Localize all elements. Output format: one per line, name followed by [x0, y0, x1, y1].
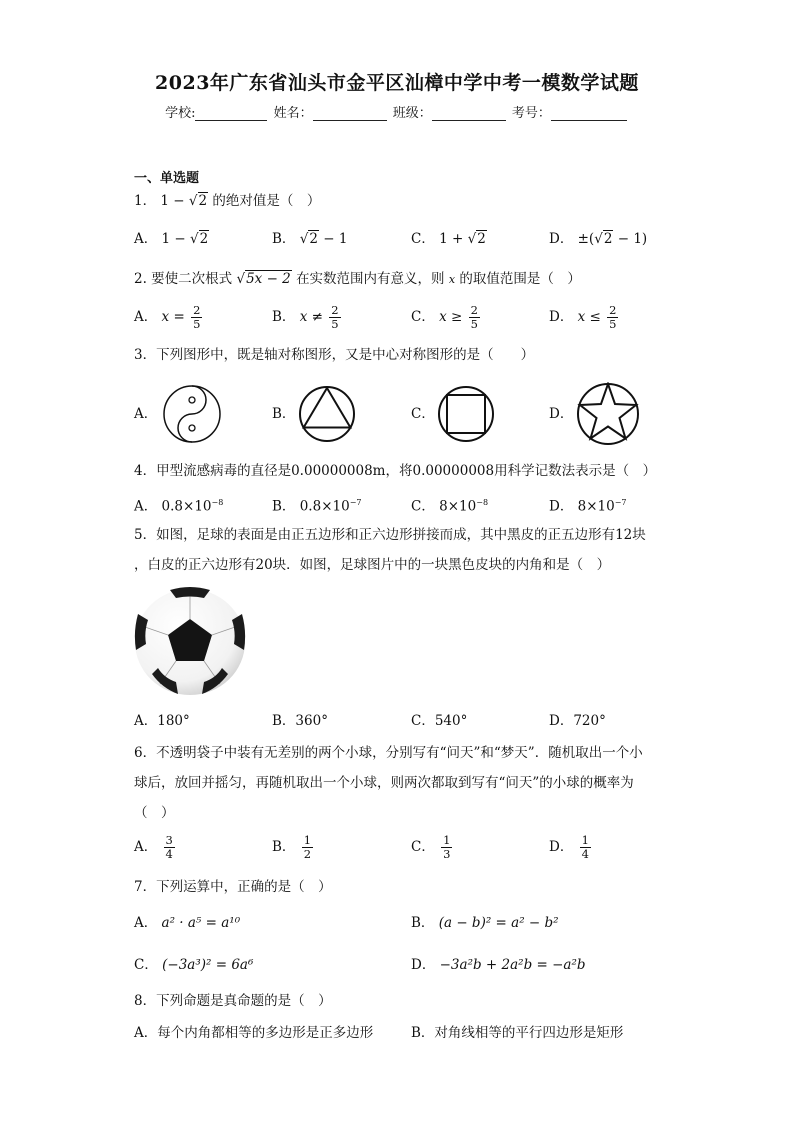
stem-text: 要使二次根式 — [151, 271, 233, 287]
stem-text: 1 − — [160, 193, 185, 209]
fraction: $\frac{2}{5}$ — [193, 303, 201, 331]
stem-text: 不透明袋子中装有无差别的两个小球，分别写有“问天”和“梦天”．随机取出一个小 — [156, 745, 643, 761]
stem-text: 下列运算中，正确的是（ ） — [156, 879, 332, 895]
question-7-option-b[interactable] — [411, 914, 559, 932]
name-blank — [313, 106, 387, 121]
option-label: B． — [272, 713, 296, 729]
question-number: 1． — [134, 193, 157, 209]
option-label: B． — [411, 915, 435, 931]
option-label: D． — [549, 713, 574, 729]
option-label: A． — [134, 915, 158, 931]
question-6-option-a[interactable] — [134, 834, 177, 861]
yin-yang-figure — [162, 384, 222, 444]
question-number: 4． — [134, 463, 157, 479]
question-4-option-b[interactable] — [272, 494, 361, 516]
option-text: − 1) — [613, 231, 648, 247]
question-3-option-a-label[interactable]: A． — [134, 406, 158, 422]
question-7-option-a[interactable] — [134, 914, 240, 932]
fraction: $\frac{2}{5}$ — [470, 303, 478, 331]
exponent: −8 — [476, 498, 489, 507]
question-number: 6． — [134, 745, 157, 761]
stem-text: 下列图形中，既是轴对称图形，又是中心对称图形的是（ ） — [156, 347, 535, 363]
question-2-option-c[interactable] — [411, 304, 482, 331]
fraction: $\frac{3}{4}$ — [165, 833, 173, 861]
option-label: A． — [134, 309, 158, 325]
option-label: D． — [549, 498, 574, 515]
option-label: B． — [272, 309, 296, 325]
question-7-option-c[interactable] — [134, 956, 253, 974]
option-label: B． — [272, 231, 296, 247]
class-blank — [432, 106, 506, 121]
exponent: −7 — [614, 498, 627, 507]
math-expression: (a − b)² = a² − b² — [438, 915, 559, 931]
option-text: 1 − — [161, 231, 186, 247]
option-text: 8×10 — [439, 498, 477, 515]
option-label: D． — [549, 839, 574, 855]
question-number: 3． — [134, 347, 157, 363]
question-number: 5． — [134, 527, 157, 543]
name-label: 姓名： — [273, 106, 313, 121]
question-6-option-b[interactable] — [272, 834, 315, 861]
question-1-option-c[interactable] — [411, 230, 487, 248]
option-text: x ≤ — [577, 309, 601, 325]
stem-text: 的取值范围是（ ） — [459, 271, 581, 287]
question-5-option-c[interactable] — [411, 712, 467, 730]
question-2-option-a[interactable] — [134, 304, 204, 331]
option-label: D． — [411, 957, 436, 973]
exponent: −8 — [211, 498, 224, 507]
option-label: C． — [411, 713, 435, 729]
school-label: 学校: — [165, 106, 196, 121]
question-4-stem — [134, 462, 656, 480]
question-2-option-b[interactable] — [272, 304, 343, 331]
question-1-option-a[interactable] — [134, 230, 209, 248]
exponent: −7 — [349, 498, 362, 507]
question-number: 7． — [134, 879, 157, 895]
option-label: C． — [411, 839, 435, 855]
page-title: 2023年广东省汕头市金平区汕樟中学中考一模数学试题 — [155, 72, 639, 94]
option-text: 0.8×10 — [299, 498, 350, 515]
fraction: $\frac{2}{5}$ — [609, 303, 617, 331]
option-text: 1 + — [439, 231, 464, 247]
fraction: $\frac{1}{4}$ — [581, 833, 589, 861]
question-5-stem-line-1 — [134, 526, 646, 544]
question-5-option-a[interactable] — [134, 712, 190, 730]
option-label: D． — [549, 231, 574, 247]
option-text: 8×10 — [577, 498, 615, 515]
option-text: 每个内角都相等的多边形是正多边形 — [157, 1025, 374, 1041]
question-3-option-d-label[interactable]: D． — [549, 406, 574, 422]
exam-no-blank — [551, 106, 627, 121]
question-4-option-a[interactable] — [134, 494, 223, 516]
option-text: x ≥ — [439, 309, 463, 325]
question-6-stem-line-2: 球后，放回并摇匀，再随机取出一个小球，则两次都取到写有“问天”的小球的概率为 — [134, 775, 634, 791]
question-3-option-c-label[interactable]: C． — [411, 406, 435, 422]
question-number: 2. — [134, 271, 152, 287]
option-label: A． — [134, 498, 158, 515]
option-label: C． — [134, 957, 158, 973]
option-label: B． — [272, 839, 296, 855]
question-1-option-d[interactable] — [549, 230, 647, 248]
soccer-ball-figure — [132, 586, 248, 696]
option-label: B． — [272, 498, 296, 515]
sqrt-expression: √5x − 2 — [236, 271, 291, 287]
school-blank — [195, 106, 267, 121]
sqrt-expression: √2 — [190, 231, 209, 247]
section-title: 一、单选题 — [134, 171, 200, 186]
stem-text: 甲型流感病毒的直径是0.00000008m，将0.00000008用科学记数法表示是（ ） — [156, 463, 657, 479]
question-4-option-d[interactable] — [549, 494, 627, 516]
student-info-line — [0, 102, 794, 121]
option-label: A． — [134, 231, 158, 247]
sqrt-expression: √2 — [299, 231, 318, 247]
question-6-option-d[interactable] — [549, 834, 593, 861]
question-6-option-c[interactable] — [411, 834, 454, 861]
fraction: $\frac{1}{3}$ — [443, 833, 451, 861]
option-label: C． — [411, 309, 435, 325]
option-label: A． — [134, 713, 158, 729]
question-5-option-b[interactable] — [272, 712, 328, 730]
question-6-stem-line-3: （ ） — [134, 805, 175, 821]
question-7-option-d[interactable] — [411, 956, 586, 974]
square-in-circle-figure — [437, 385, 495, 443]
option-label: A． — [134, 839, 158, 855]
star-in-circle-figure — [576, 382, 640, 446]
question-5-option-d[interactable] — [549, 712, 606, 730]
stem-text: 下列命题是真命题的是（ ） — [156, 993, 332, 1009]
question-8-option-a[interactable] — [134, 1024, 373, 1042]
question-2-option-d[interactable] — [549, 304, 620, 331]
question-4-option-c[interactable] — [411, 494, 488, 516]
question-2-stem — [134, 270, 581, 289]
option-text: 0.8×10 — [161, 498, 212, 515]
option-label: D． — [549, 309, 574, 325]
question-1-option-b[interactable] — [272, 230, 347, 248]
sqrt-expression: √2 — [594, 231, 613, 247]
question-6-stem-line-1 — [134, 744, 643, 762]
sqrt-expression: √2 — [188, 193, 208, 209]
option-label: B． — [411, 1025, 435, 1041]
question-8-stem — [134, 992, 332, 1010]
class-label: 班级： — [392, 106, 432, 121]
option-text: 对角线相等的平行四边形是矩形 — [434, 1025, 624, 1041]
question-5-stem-line-2: ，白皮的正六边形有20块．如图，足球图片中的一块黑色皮块的内角和是（ ） — [134, 557, 611, 573]
math-expression: −3a²b + 2a²b = −a²b — [439, 957, 586, 973]
option-text: ±( — [577, 231, 595, 247]
sqrt-expression: √2 — [467, 231, 486, 247]
option-label: C． — [411, 498, 435, 515]
question-3-stem — [134, 346, 534, 364]
option-text: x ≠ — [299, 309, 323, 325]
option-label: A． — [134, 1025, 158, 1041]
question-8-option-b[interactable] — [411, 1024, 623, 1042]
option-text: x = — [161, 309, 185, 325]
question-number: 8． — [134, 993, 157, 1009]
math-expression: (−3a³)² = 6a⁶ — [162, 957, 254, 973]
option-text: 360° — [295, 713, 328, 729]
stem-text: 在实数范围内有意义，则 — [296, 271, 445, 287]
option-label: C． — [411, 231, 435, 247]
stem-text: 如图，足球的表面是由正五边形和正六边形拼接而成，其中黑皮的正五边形有12块 — [156, 527, 646, 543]
math-expression: a² · a⁵ = a¹⁰ — [161, 915, 241, 931]
fraction: $\frac{1}{2}$ — [303, 833, 312, 861]
exam-no-label: 考号： — [511, 106, 551, 121]
fraction: $\frac{2}{5}$ — [331, 303, 339, 331]
question-7-stem — [134, 878, 332, 896]
question-3-option-b-label[interactable]: B． — [272, 406, 296, 422]
variable: x — [448, 273, 456, 286]
option-text: 180° — [157, 713, 190, 729]
question-1-stem — [134, 192, 320, 210]
option-text: 720° — [573, 713, 606, 729]
triangle-in-circle-figure — [298, 385, 356, 443]
stem-text: 的绝对值是（ ） — [212, 193, 321, 209]
option-text: 540° — [434, 713, 468, 729]
option-text: − 1 — [318, 231, 348, 247]
